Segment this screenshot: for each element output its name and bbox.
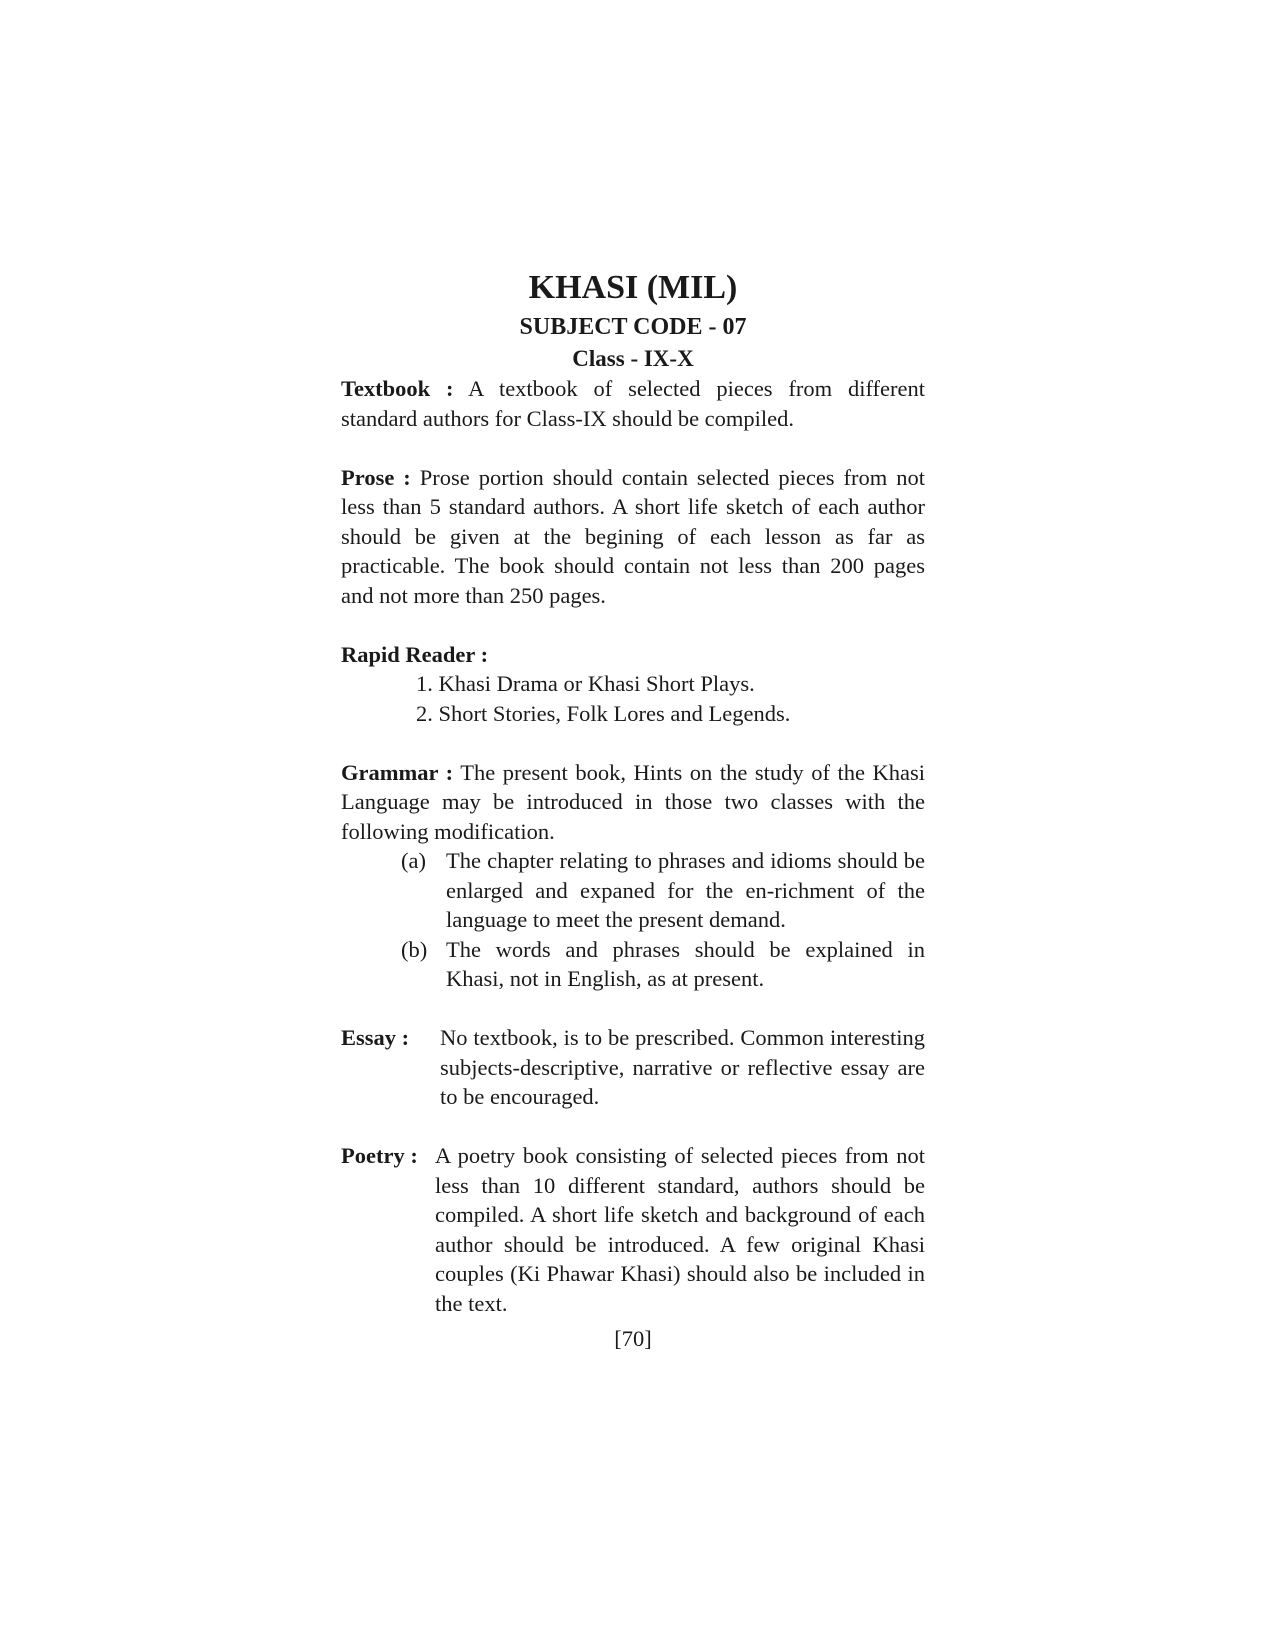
textbook-label: Textbook : <box>341 376 454 401</box>
subject-code: SUBJECT CODE - 07 <box>519 314 747 340</box>
grammar-item-text: The chapter relating to phrases and idioms should be enlarged and expaned for the en-richment of the language to meet the present demand. <box>446 848 925 932</box>
grammar-item <box>401 846 925 935</box>
grammar-item-text: The words and phrases should be explained in Khasi, not in English, as at present. <box>446 936 925 991</box>
essay-label: Essay : <box>341 1025 410 1050</box>
prose-label: Prose : <box>341 464 411 490</box>
poetry-text: A poetry book consisting of selected pieces from not less than 10 different standard, authors should be compiled. A short life sketch and background of each author should be introduced. A few original Khasi couples (Ki Phawar Khasi) should also be included in the text. <box>435 1143 925 1316</box>
rapid-reader-label: Rapid Reader : <box>341 641 489 667</box>
spacer <box>341 728 925 758</box>
grammar-text: The present book, Hints on the study of the Khasi Language may be introduced in those two classes with the following modification. <box>341 759 926 844</box>
prose-text: Prose portion should contain selected pieces from not less than 5 standard authors. A short life sketch of each author should be given at the begining of each lesson as far as practicable. The book should contain not less than 200 pages and not more than 250 pages. <box>341 464 926 608</box>
poetry-section <box>341 1141 925 1318</box>
textbook-section <box>341 374 925 433</box>
spacer <box>341 1112 925 1142</box>
prose-section <box>341 463 925 611</box>
grammar-item <box>401 935 925 994</box>
page-title: KHASI (MIL) <box>528 269 738 306</box>
textbook-text: A textbook of selected pieces from different standard authors for Class-IX should be compiled. <box>341 376 925 431</box>
grammar-intro <box>341 758 925 847</box>
grammar-item-marker: (b) <box>401 936 428 962</box>
page-number: [70] <box>614 1326 652 1351</box>
document-page <box>341 268 925 1354</box>
spacer <box>341 994 925 1024</box>
rapid-reader-section <box>341 640 925 729</box>
poetry-label: Poetry : <box>341 1143 418 1168</box>
essay-text: No textbook, is to be prescribed. Common interesting subjects-descriptive, narrative or reflective essay are to be encouraged. <box>440 1025 925 1109</box>
grammar-label: Grammar : <box>341 759 454 785</box>
class-line: Class - IX-X <box>572 346 694 371</box>
spacer <box>341 610 925 640</box>
grammar-section <box>341 758 925 994</box>
grammar-item-marker: (a) <box>401 848 426 873</box>
rapid-reader-item: 2. Short Stories, Folk Lores and Legends. <box>416 700 791 726</box>
spacer <box>341 433 925 463</box>
rapid-reader-item: 1. Khasi Drama or Khasi Short Plays. <box>416 671 755 696</box>
essay-section <box>341 1023 925 1112</box>
